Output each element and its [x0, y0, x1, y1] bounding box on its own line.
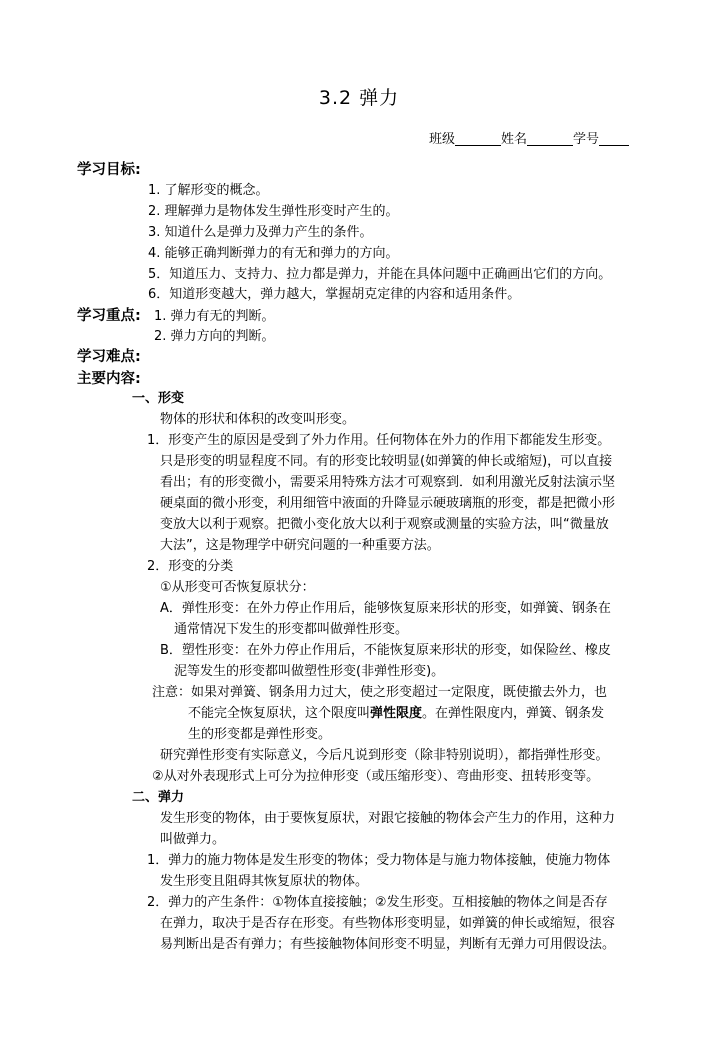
paragraph-line: 1．形变产生的原因是受到了外力作用。任何物体在外力的作用下都能发生形变。 [147, 433, 611, 448]
objective-item: 4. 能够正确判断弹力的有无和弹力的方向。 [148, 246, 399, 261]
paragraph-line: 2．弹力的产生条件：①物体直接接触；②发生形变。互相接触的物体之间是否存 [147, 895, 608, 910]
paragraph-line: 硬桌面的微小形变，利用细管中液面的升降显示硬玻璃瓶的形变，都是把微小形 [160, 496, 616, 511]
difficulties-heading: 学习难点: [77, 349, 141, 365]
deformation-definition: 物体的形状和体积的改变叫形变。 [160, 412, 356, 427]
paragraph-line: 只是形变的明显程度不同。有的形变比较明显(如弹簧的伸长或缩短)，可以直接 [160, 454, 613, 469]
elastic-limit-term: 弹性限度 [370, 706, 423, 721]
objective-item: 1. 了解形变的概念。 [148, 183, 269, 198]
objective-item: 3. 知道什么是弹力及弹力产生的条件。 [148, 225, 373, 240]
id-label: 学号 [573, 132, 600, 147]
main-content-heading: 主要内容: [77, 371, 141, 387]
paragraph-line: 1．弹力的施力物体是发生形变的物体；受力物体是与施力物体接触，使施力物体 [147, 853, 611, 868]
note-text: 。在弹性限度内，弹簧、钢条发 [422, 706, 605, 721]
paragraph-line: 易判断出是否有弹力；有些接触物体间形变不明显，判断有无弹力可用假设法。 [160, 937, 616, 952]
paragraph-line: 在弹力，取决于是否存在形变。有些物体形变明显，如弹簧的伸长或缩短，很容 [160, 916, 616, 931]
id-blank [599, 131, 629, 146]
note-line: 生的形变都是弹性形变。 [188, 727, 332, 742]
elastic-force-definition: 发生形变的物体，由于要恢复原状，对跟它接触的物体会产生力的作用，这种力 [160, 811, 616, 826]
elastic-deformation-line: 通常情况下发生的形变都叫做弹性形变。 [174, 622, 409, 637]
classification-2: ②从对外表现形式上可分为拉伸形变（或压缩形变）、弯曲形变、扭转形变等。 [152, 769, 600, 784]
plastic-deformation-line: 泥等发生的形变都叫做塑性形变(非弹性形变)。 [174, 664, 445, 679]
key-point-item: 1. 弹力有无的判断。 [154, 309, 275, 324]
name-label: 姓名 [501, 132, 528, 147]
objective-item: 2. 理解弹力是物体发生弹性形变时产生的。 [148, 204, 399, 219]
student-info-line [429, 131, 629, 149]
objective-item: 6．知道形变越大，弹力越大，掌握胡克定律的内容和适用条件。 [148, 287, 521, 302]
paragraph-line: 发生形变且阻碍其恢复原状的物体。 [160, 874, 369, 889]
key-points-heading: 学习重点: [77, 308, 141, 324]
class-label: 班级 [429, 132, 456, 147]
section-elastic-force-title: 二、弹力 [132, 790, 185, 805]
objective-item: 5．知道压力、支持力、拉力都是弹力，并能在具体问题中正确画出它们的方向。 [148, 267, 612, 282]
paragraph-line: 大法”，这是物理学中研究问题的一种重要方法。 [160, 538, 440, 553]
elastic-deformation-line: A．弹性形变：在外力停止作用后，能够恢复原来形状的形变，如弹簧、钢条在 [160, 601, 611, 616]
research-note: 研究弹性形变有实际意义，今后凡说到形变（除非特别说明），都指弹性形变。 [160, 748, 609, 763]
plastic-deformation-line: B．塑性形变：在外力停止作用后，不能恢复原来形状的形变，如保险丝、橡皮 [160, 643, 611, 658]
paragraph-line: 变放大以利于观察。把微小变化放大以利于观察或测量的实验方法，叫“微量放 [160, 517, 609, 532]
key-point-item: 2. 弹力方向的判断。 [154, 329, 275, 344]
note-line [188, 705, 604, 723]
deformation-classification-title: 2．形变的分类 [147, 559, 234, 574]
classification-1: ①从形变可否恢复原状分： [160, 580, 315, 595]
note-line: 注意：如果对弹簧、钢条用力过大，使之形变超过一定限度，既使撤去外力，也 [152, 685, 608, 700]
elastic-force-definition: 叫做弹力。 [160, 832, 226, 847]
section-deformation-title: 一、形变 [132, 391, 185, 406]
name-blank [527, 131, 573, 146]
page-title: 3.2 弹力 [318, 87, 400, 109]
class-blank [455, 131, 501, 146]
objectives-heading: 学习目标: [77, 162, 141, 178]
note-text: 不能完全恢复原状，这个限度叫 [188, 706, 371, 721]
paragraph-line: 看出；有的形变微小，需要采用特殊方法才可观察到．如利用激光反射法演示坚 [160, 475, 616, 490]
